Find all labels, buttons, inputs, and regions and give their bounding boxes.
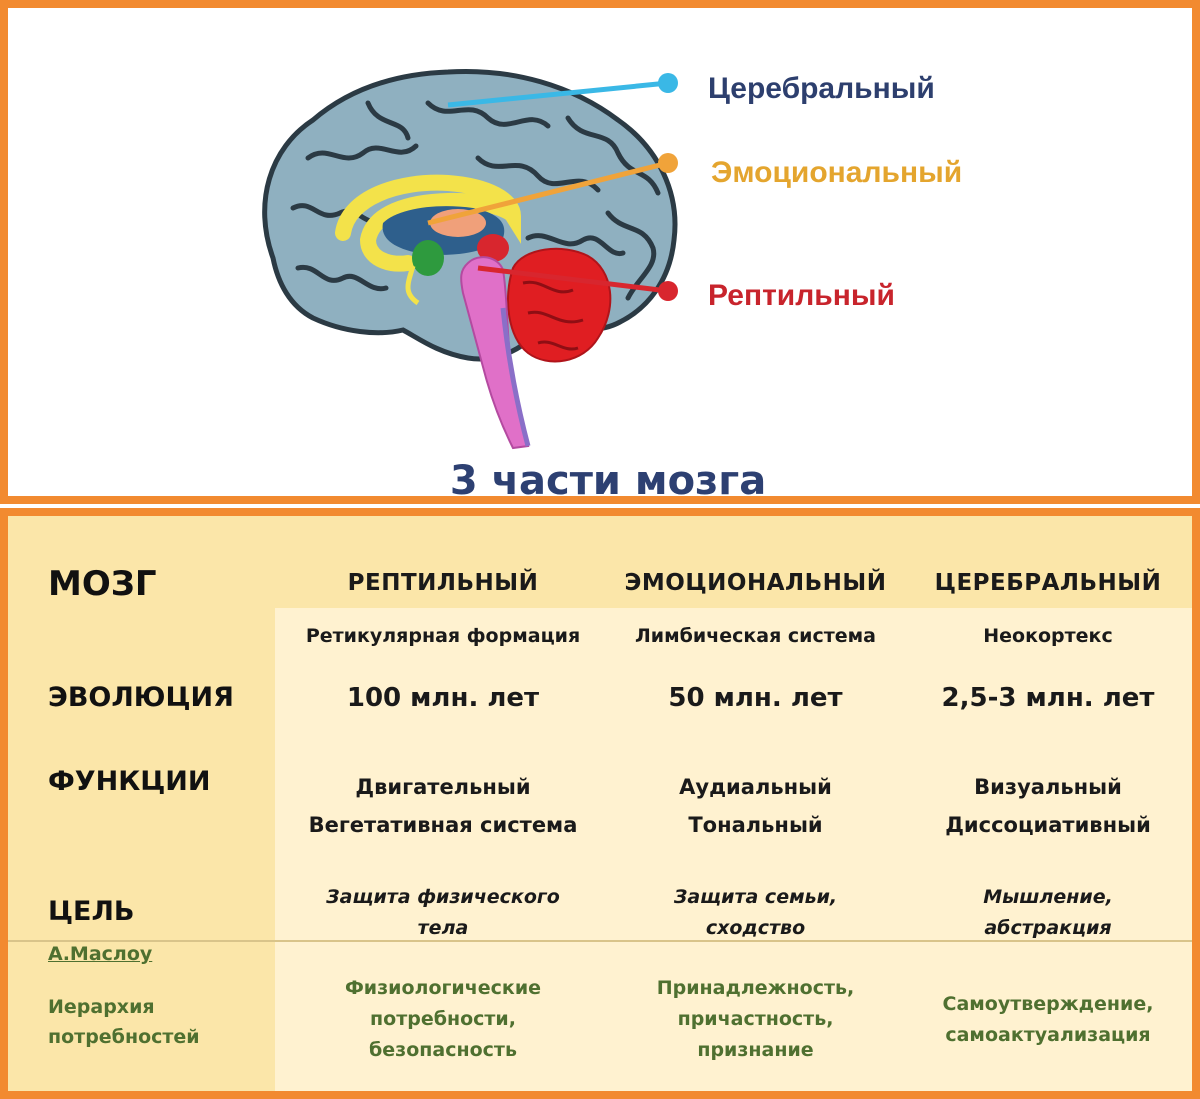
row-label-evolution: ЭВОЛЮЦИЯ: [48, 682, 234, 713]
functions-emotional-line-2: Тональный: [688, 813, 823, 837]
goal-emotional-line-1: Защита семьи,: [673, 886, 838, 908]
functions-cerebral: [903, 768, 1193, 844]
needs-emotional-line-2: причастность,: [677, 1008, 834, 1030]
needs-reptilian-line-2: потребности,: [370, 1008, 516, 1030]
diagram-title: 3 части мозга: [449, 458, 767, 504]
cerebral-pointer-dot: [658, 73, 678, 93]
functions-emotional: [603, 768, 908, 844]
brain-illustration: [8, 8, 1192, 496]
goal-reptilian-line-2: тела: [417, 917, 469, 939]
needs-cerebral-line-2: самоактуализация: [945, 1024, 1151, 1046]
needs-emotional-line-3: признание: [697, 1039, 814, 1061]
comparison-table: [0, 508, 1200, 1099]
hierarchy-label-line-2: потребностей: [48, 1026, 200, 1048]
column-header-cerebral: ЦЕРЕБРАЛЬНЫЙ: [934, 570, 1162, 596]
functions-cerebral-line-1: Визуальный: [974, 775, 1122, 799]
needs-reptilian-line-3: безопасность: [369, 1039, 517, 1061]
goal-emotional: [603, 882, 908, 944]
brain-diagram-panel: [0, 0, 1200, 504]
functions-cerebral-line-2: Диссоциативный: [945, 813, 1151, 837]
subheader-reptilian: Ретикулярная формация: [305, 625, 581, 647]
cerebral-label: Церебральный: [708, 72, 935, 105]
functions-reptilian-line-2: Вегетативная система: [308, 813, 578, 837]
goal-reptilian: [278, 882, 608, 944]
subheader-cerebral: Неокортекс: [983, 625, 1113, 647]
functions-reptilian: [278, 768, 608, 844]
goal-reptilian-line-1: Защита физического: [326, 886, 560, 908]
needs-emotional: [603, 973, 908, 1066]
row-label-goal: ЦЕЛЬ: [48, 896, 135, 927]
evolution-cerebral: 2,5-3 млн. лет: [941, 683, 1155, 713]
needs-reptilian-line-1: Физиологические: [344, 977, 542, 999]
goal-emotional-line-2: сходство: [705, 917, 806, 939]
amygdala-shape: [412, 240, 444, 276]
evolution-reptilian: 100 млн. лет: [346, 683, 540, 713]
row-label-hierarchy: [48, 992, 200, 1052]
functions-reptilian-line-1: Двигательный: [355, 775, 531, 799]
reptilian-pointer-dot: [658, 281, 678, 301]
emotional-pointer-dot: [658, 153, 678, 173]
goal-cerebral-line-2: абстракция: [984, 917, 1112, 939]
evolution-emotional: 50 млн. лет: [668, 683, 843, 713]
table-title: МОЗГ: [48, 564, 157, 604]
column-header-reptilian: РЕПТИЛЬНЫЙ: [347, 570, 539, 596]
functions-emotional-line-1: Аудиальный: [679, 775, 832, 799]
reptilian-label: Рептильный: [708, 279, 895, 312]
needs-cerebral: [903, 989, 1193, 1051]
goal-cerebral-line-1: Мышление,: [983, 886, 1113, 908]
emotional-label: Эмоциональный: [711, 156, 963, 189]
column-header-emotional: ЭМОЦИОНАЛЬНЫЙ: [624, 570, 887, 596]
hierarchy-label-line-1: Иерархия: [48, 996, 155, 1018]
subheader-emotional: Лимбическая система: [634, 625, 877, 647]
maslow-author: А.Маслоу: [48, 943, 153, 965]
needs-cerebral-line-1: Самоутверждение,: [942, 993, 1154, 1015]
goal-cerebral: [903, 882, 1193, 944]
row-label-functions: ФУНКЦИИ: [48, 766, 211, 797]
needs-reptilian: [278, 973, 608, 1066]
needs-emotional-line-1: Принадлежность,: [656, 977, 855, 999]
